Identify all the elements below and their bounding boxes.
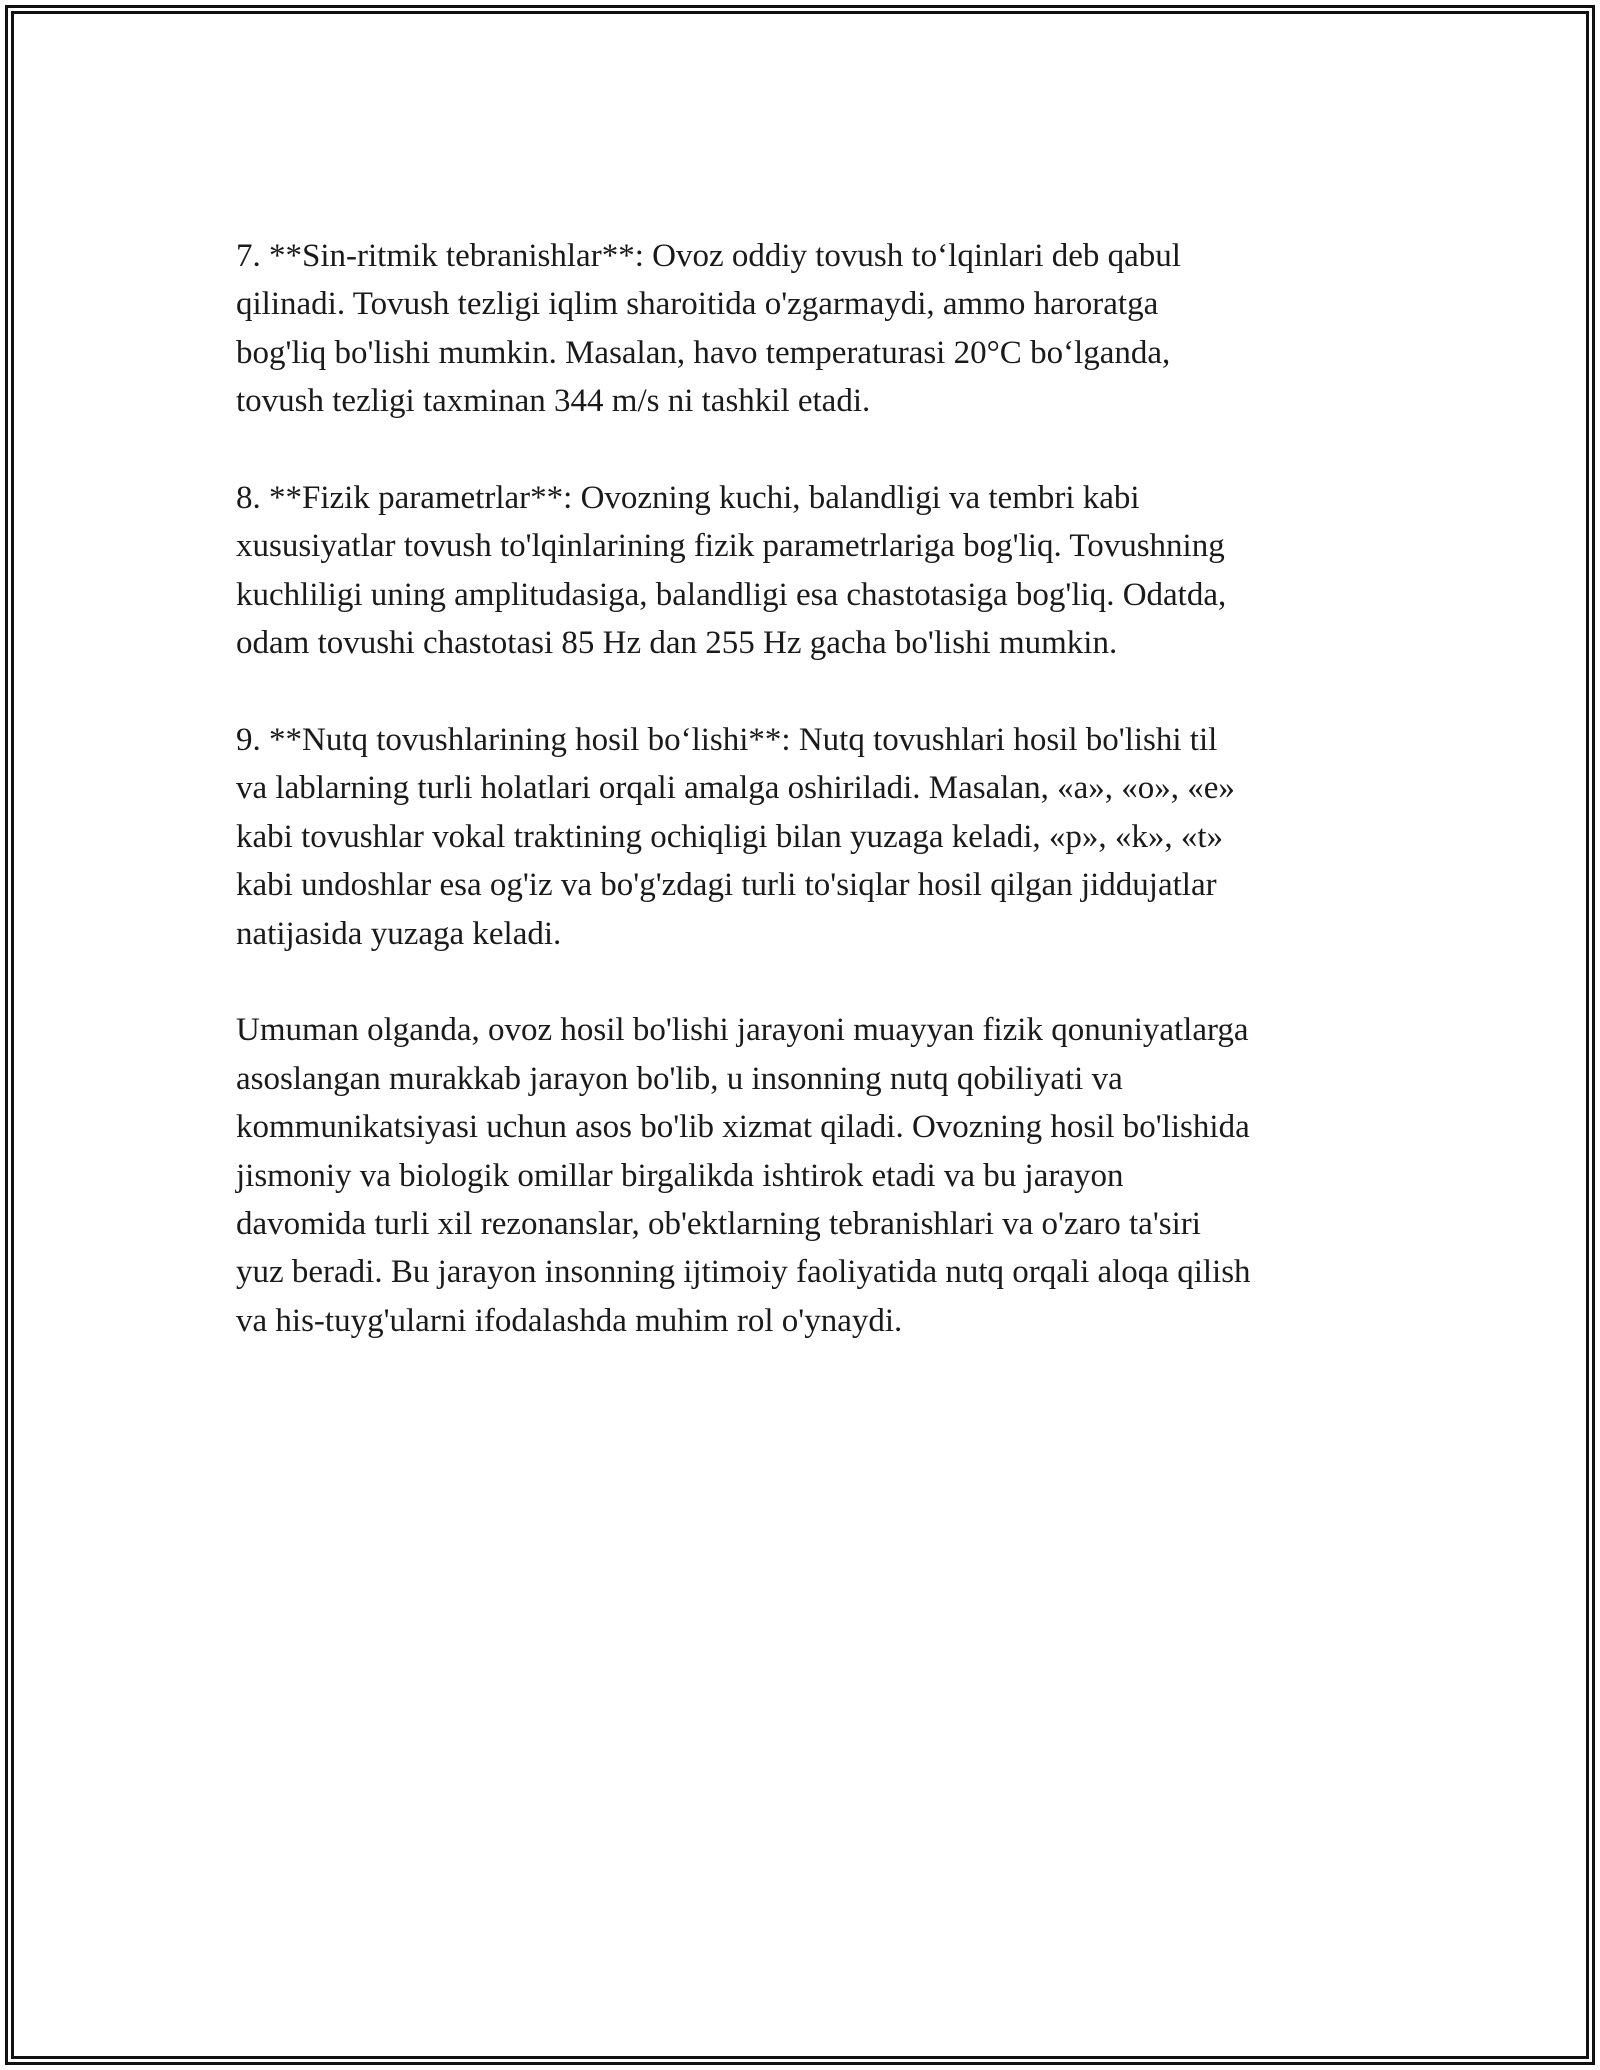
paragraph-fizik-parametrlar: 8. **Fizik parametrlar**: Ovozning kuchi, balandligi va tembri kabi xususiyatlar tovush to'lqinlarining fizik parametrlariga bog'liq. Tovushning kuchliligi uning amplitudasiga, balandligi esa chastotasiga bog'liq. Odatda, odam tovushi chastotasi 85 Hz dan 255 Hz gacha bo'lishi mumkin.	[236, 480, 1227, 662]
document-body	[236, 232, 1366, 1345]
paragraph-conclusion: Umuman olganda, ovoz hosil bo'lishi jarayoni muayyan fizik qonuniyatlarga asoslangan murakkab jarayon bo'lib, u insonning nutq qobiliyati va kommunikatsiyasi uchun asos bo'lib xizmat qiladi. Ovozning hosil bo'lishida jismoniy va biologik omillar birgalikda ishtirok etadi va bu jarayon davomida turli xil rezonanslar, ob'ektlarning tebranishlari va o'zaro ta'siri yuz beradi. Bu jarayon insonning ijtimoiy faoliyatida nutq orqali aloqa qilish va his-tuyg'ularni ifodalashda muhim rol o'ynaydi.	[236, 1012, 1251, 1339]
paragraph-sin-ritmik-tebranishlar: 7. **Sin-ritmik tebranishlar**: Ovoz oddiy tovush to‘lqinlari deb qabul qilinadi. Tovush tezligi iqlim sharoitida o'zgarmaydi, ammo haroratga bog'liq bo'lishi mumkin. Masalan, havo temperaturasi 20°C bo‘lganda, tovush tezligi taxminan 344 m/s ni tashkil etadi.	[236, 238, 1181, 420]
paragraph-nutq-tovushlari: 9. **Nutq tovushlarining hosil bo‘lishi**: Nutq tovushlari hosil bo'lishi til va lablarning turli holatlari orqali amalga oshiriladi. Masalan, «a», «o», «e» kabi tovushlar vokal traktining ochiqligi bilan yuzaga keladi, «p», «k», «t» kabi undoshlar esa og'iz va bo'g'zdagi turli to'siqlar hosil qilgan jiddujatlar natijasida yuzaga keladi.	[236, 722, 1235, 952]
